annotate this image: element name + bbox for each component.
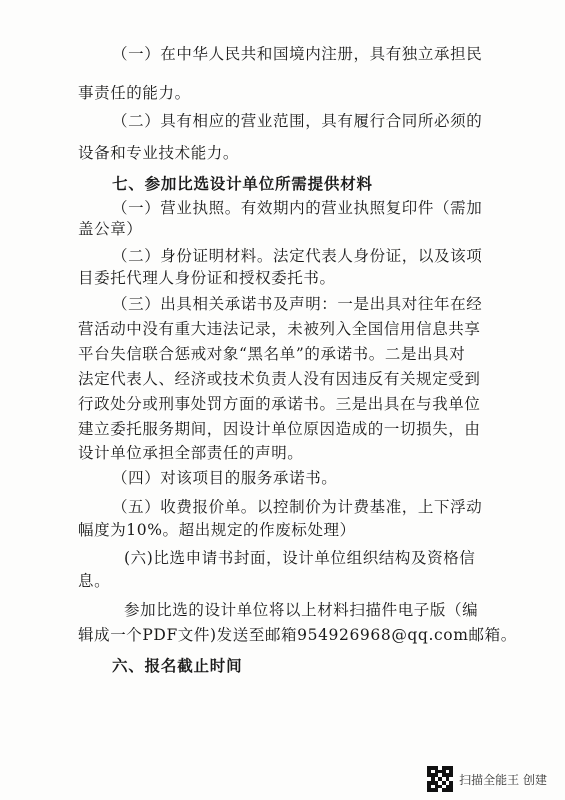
- doc-line: 幅度为10%。超出规定的作废标处理）: [78, 521, 356, 539]
- doc-line: 设计单位承担全部责任的声明。: [78, 444, 304, 462]
- scanner-label: 扫描全能王 创建: [459, 772, 547, 787]
- doc-line: (六)比选申请书封面，设计单位组织结构及资格信: [124, 549, 476, 567]
- doc-line: 参加比选的设计单位将以上材料扫描件电子版（编: [124, 601, 479, 619]
- section-heading: 七、参加比选设计单位所需提供材料: [112, 174, 373, 193]
- doc-line: （二）具有相应的营业范围，具有履行合同所必须的: [112, 112, 483, 130]
- doc-line: 盖公章）: [78, 220, 143, 238]
- doc-line: （一）营业执照。有效期内的营业执照复印件（需加: [112, 199, 483, 217]
- doc-line: 息。: [78, 572, 111, 590]
- section-heading: 六、报名截止时间: [112, 656, 243, 675]
- qr-code-icon: [427, 766, 453, 792]
- doc-line: 辑成一个PDF文件)发送至邮箱954926968@qq.com邮箱。: [78, 626, 517, 644]
- doc-line: （四）对该项目的服务承诺书。: [112, 469, 338, 487]
- doc-line: （二）身份证明材料。法定代表人身份证，以及该项: [112, 247, 483, 265]
- doc-line: 事责任的能力。: [78, 84, 191, 102]
- doc-line: 营活动中没有重大违法记录，未被列入全国信用信息共享: [78, 320, 481, 338]
- scanner-watermark: [427, 766, 547, 792]
- doc-line: 行政处分或刑事处罚方面的承诺书。三是出具在与我单位: [78, 395, 481, 413]
- doc-line: 平台失信联合惩戒对象“黑名单”的承诺书。二是出具对: [78, 345, 466, 363]
- doc-line: 目委托代理人身份证和授权委托书。: [78, 269, 336, 287]
- doc-line: 建立委托服务期间，因设计单位原因造成的一切损失，由: [78, 420, 481, 438]
- doc-line: 设备和专业技术能力。: [78, 144, 240, 162]
- doc-line: （五）收费报价单。以控制价为计费基准，上下浮动: [112, 498, 483, 516]
- doc-line: （三）出具相关承诺书及声明：一是出具对往年在经: [112, 295, 483, 313]
- doc-line: 法定代表人、经济或技术负责人没有因违反有关规定受到: [78, 370, 481, 388]
- doc-line: （一）在中华人民共和国境内注册，具有独立承担民: [112, 45, 483, 63]
